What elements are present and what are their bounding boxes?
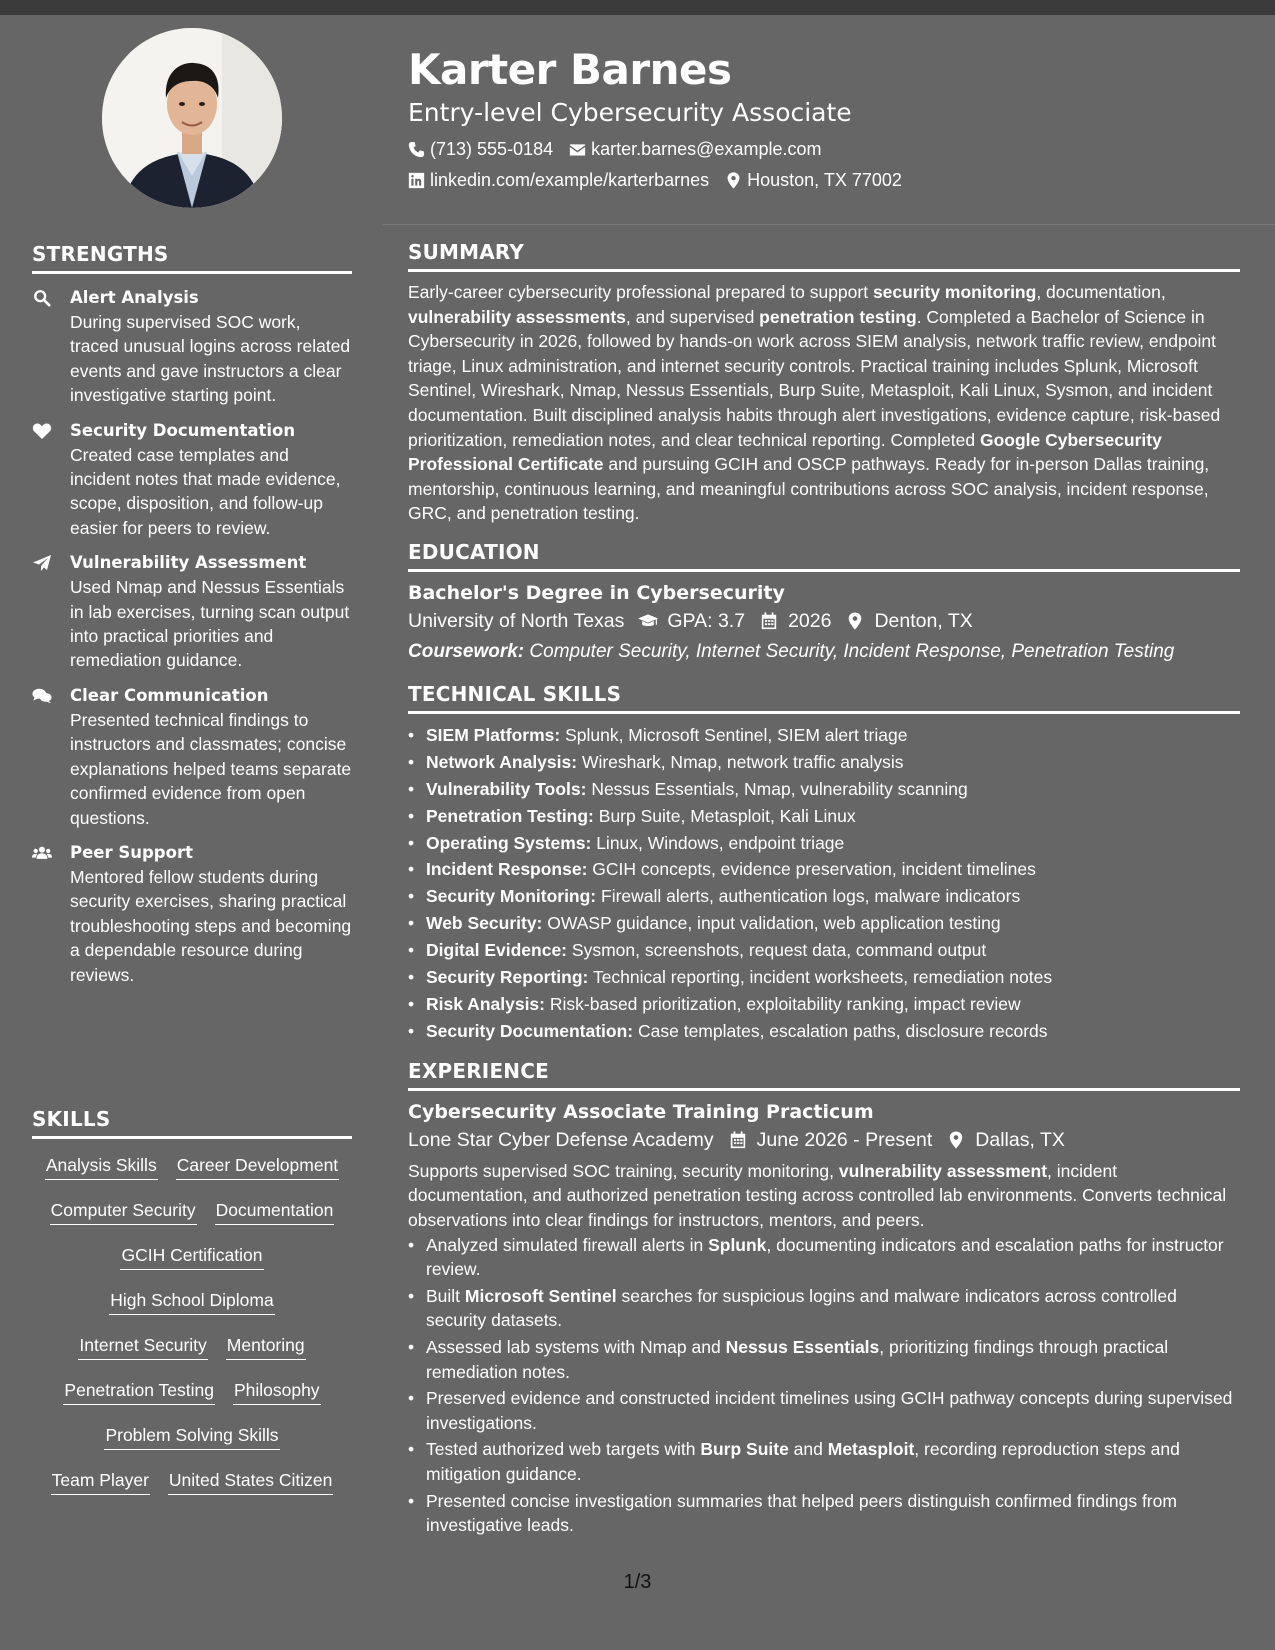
list-item [408, 964, 1240, 991]
email-contact[interactable] [569, 138, 821, 160]
school-location-text: Denton, TX [874, 609, 973, 632]
list-item [408, 883, 1240, 910]
skill-value: OWASP guidance, input validation, web application testing [547, 913, 1001, 934]
contact-line [408, 169, 1238, 191]
skill-value: Wireshark, Nmap, network traffic analysis [581, 751, 904, 772]
strength-title: Clear Communication [70, 685, 269, 705]
list-item [408, 937, 1240, 964]
skill-value: GCIH concepts, evidence preservation, incident timelines [592, 859, 1036, 880]
list-item: • Presented concise investigation summaries that helped peers distinguish confirmed findings from investigative leads. [408, 1489, 1240, 1538]
emphasis-text: Burp Suite [700, 1439, 789, 1460]
skill-row [32, 1243, 352, 1288]
skill-row [32, 1288, 352, 1333]
list-item [408, 776, 1240, 803]
paper-plane-icon [32, 551, 70, 673]
emphasis-text: penetration testing [759, 306, 917, 327]
skill-row [32, 1333, 352, 1378]
skill-label: Digital Evidence: [426, 940, 568, 961]
skill-label: Operating Systems: [426, 832, 592, 853]
users-icon [32, 841, 70, 987]
emphasis-text: Google Cybersecurity Professional Certificate [408, 429, 1162, 475]
strengths-heading: STRENGTHS [32, 242, 352, 274]
list-item [408, 749, 1240, 776]
list-item [408, 1018, 1240, 1045]
skill-tag: Problem Solving Skills [104, 1423, 279, 1450]
skill-row [32, 1468, 352, 1513]
job-title: Entry-level Cybersecurity Associate [408, 98, 852, 127]
skill-row [32, 1198, 352, 1243]
list-item [408, 991, 1240, 1018]
comments-icon [32, 684, 70, 830]
experience-heading: EXPERIENCE [408, 1059, 1240, 1091]
skill-tag: Philosophy [233, 1378, 321, 1405]
skill-label: Vulnerability Tools: [426, 778, 587, 799]
experience-summary: Supports supervised SOC training, security monitoring, vulnerability assessment, incident documentation, and authorized penetration testing across controlled lab environments. Converts technical observations into clear findings for instructors, mentors, and peers. [408, 1160, 1227, 1230]
phone-icon [408, 141, 425, 158]
list-item: • Preserved evidence and constructed incident timelines using GCIH pathway concepts during supervised investigations. [408, 1386, 1240, 1435]
skill-label: Web Security: [426, 913, 543, 934]
education-meta [408, 606, 1240, 636]
education-heading: EDUCATION [408, 540, 1240, 572]
skill-tag: GCIH Certification [120, 1243, 263, 1270]
list-item [408, 856, 1240, 883]
list-item [408, 830, 1240, 857]
location-text: Houston, TX 77002 [747, 170, 902, 190]
graduation-year-text: 2026 [788, 609, 832, 632]
strength-description: Mentored fellow students during security exercises, sharing practical troubleshooting steps and becoming a dependable resource during reviews. [70, 866, 352, 985]
envelope-icon [569, 141, 586, 158]
strength-title: Vulnerability Assessment [70, 553, 307, 573]
skill-tag: Analysis Skills [45, 1153, 158, 1180]
education-section [408, 540, 1240, 668]
header-divider [383, 224, 1275, 225]
strength-description: Used Nmap and Nessus Essentials in lab exercises, turning scan output into practical priorities and remediation guidance. [70, 577, 350, 671]
technical-skills-list [408, 722, 1240, 1045]
skill-label: Network Analysis: [426, 751, 578, 772]
list-item: • Tested authorized web targets with Burp Suite and Metasploit, recording reproduction steps and mitigation guidance. [408, 1437, 1240, 1486]
strength-item [32, 841, 352, 987]
contact-line [408, 138, 1238, 160]
emphasis-text: vulnerability assessment [838, 1160, 1048, 1181]
summary-heading: SUMMARY [408, 240, 1240, 272]
top-bar [0, 0, 1275, 15]
summary-section [408, 240, 1240, 526]
skill-value: Risk-based prioritization, exploitability ranking, impact review [549, 994, 1021, 1014]
degree-title: Bachelor's Degree in Cybersecurity [408, 581, 785, 604]
page-number: 1/3 [623, 1571, 652, 1593]
skill-label: Security Documentation: [426, 1020, 634, 1041]
search-icon [32, 286, 70, 408]
gpa-text: GPA: 3.7 [667, 609, 746, 632]
graduation-year [759, 606, 831, 636]
emphasis-text: Nessus Essentials [725, 1336, 880, 1357]
list-item [408, 910, 1240, 937]
graduation-cap-icon [638, 612, 658, 630]
skill-label: Security Reporting: [426, 967, 589, 988]
skill-value: Burp Suite, Metasploit, Kali Linux [598, 805, 856, 826]
emphasis-text: Splunk [708, 1234, 767, 1255]
skill-value: Nessus Essentials, Nmap, vulnerability scanning [591, 778, 968, 799]
skill-value: Sysmon, screenshots, request data, command output [571, 940, 987, 961]
skill-tag: Internet Security [78, 1333, 207, 1360]
skill-row [32, 1378, 352, 1423]
profile-photo [102, 28, 282, 208]
skill-tag: Mentoring [226, 1333, 306, 1360]
right-column [408, 240, 1240, 1552]
summary-text: Early-career cybersecurity professional prepared to support security monitoring, documentation, vulnerability assessments, and supervised penetration testing. Completed a Bachelor of Science in Cybersecurity in 2026, followed by hands-on work across SIEM analysis, network traffic review, endpoint triage, Linux administration, and internet security controls. Practical training includes Splunk, Microsoft Sentinel, Wireshark, Nmap, Nessus Essentials, Burp Suite, Metasploit, Kali Linux, Sysmon, and incident documentation. Built disciplined analysis habits through alert investigations, evidence capture, risk-based prioritization, remediation notes, and clear technical reporting. Completed Google Cybersecurity Professional Certificate and pursuing GCIH and OSCP pathways. Ready for in-person Dallas training, mentorship, continuous learning, and meaningful contributions across SOC analysis, incident response, GRC, and penetration testing. [408, 282, 1221, 524]
job-location [946, 1125, 1065, 1155]
linkedin-icon [408, 172, 425, 189]
map-pin-icon [946, 1131, 966, 1149]
experience-bullets [408, 1233, 1240, 1538]
candidate-name: Karter Barnes [408, 45, 732, 94]
phone-contact[interactable] [408, 138, 553, 160]
location-contact [725, 169, 902, 191]
skill-value: Case templates, escalation paths, disclosure records [638, 1020, 1048, 1041]
coursework-label: Coursework: [408, 640, 525, 662]
coursework-list: Computer Security, Internet Security, Incident Response, Penetration Testing [529, 640, 1175, 662]
strength-description: During supervised SOC work, traced unusual logins across related events and gave instructors a clear investigative starting point. [70, 312, 351, 406]
strength-item [32, 684, 352, 830]
strength-description: Presented technical findings to instructors and classmates; concise explanations helped teams separate confirmed evidence from open questions. [70, 709, 352, 828]
technical-skills-heading: TECHNICAL SKILLS [408, 682, 1240, 714]
technical-skills-section [408, 682, 1240, 1045]
job-role: Cybersecurity Associate Training Practicum [408, 1100, 874, 1123]
strength-item [32, 419, 352, 541]
employment-dates-text: June 2026 - Present [756, 1128, 933, 1151]
list-item [408, 722, 1240, 749]
emphasis-text: security monitoring [872, 282, 1037, 302]
strength-description: Created case templates and incident notes that made evidence, scope, disposition, and follow-up easier for peers to review. [70, 444, 341, 538]
skill-label: Security Monitoring: [426, 886, 597, 907]
strength-item [32, 551, 352, 673]
profile-photo-image [102, 28, 282, 208]
job-location-text: Dallas, TX [975, 1128, 1065, 1151]
school-name-text: University of North Texas [408, 609, 625, 632]
map-pin-icon [725, 172, 742, 189]
emphasis-text: Microsoft Sentinel [464, 1285, 617, 1306]
calendar-icon [759, 612, 779, 630]
list-item: • Assessed lab systems with Nmap and Nessus Essentials, prioritizing findings through practical remediation notes. [408, 1335, 1240, 1384]
skill-label: Incident Response: [426, 859, 588, 880]
skills-section [32, 1107, 352, 1513]
gpa [638, 606, 745, 636]
skill-label: Penetration Testing: [426, 805, 594, 826]
map-pin-icon [845, 612, 865, 630]
skill-tag: Career Development [176, 1153, 339, 1180]
list-item [408, 803, 1240, 830]
skill-label: Risk Analysis: [426, 994, 545, 1014]
skill-value: Splunk, Microsoft Sentinel, SIEM alert triage [565, 724, 908, 745]
emphasis-text: vulnerability assessments [408, 306, 626, 327]
skill-label: SIEM Platforms: [426, 724, 561, 745]
skill-tag: Team Player [51, 1468, 150, 1495]
company-name [408, 1125, 714, 1155]
email-address: karter.barnes@example.com [591, 139, 822, 159]
skill-tag: High School Diploma [109, 1288, 274, 1315]
company-name-text: Lone Star Cyber Defense Academy [408, 1128, 714, 1151]
skill-tag: Computer Security [50, 1198, 197, 1225]
heart-icon [32, 419, 70, 541]
skill-tag: United States Citizen [168, 1468, 333, 1495]
coursework [408, 636, 1240, 668]
experience-section [408, 1059, 1240, 1538]
skill-row [32, 1423, 352, 1468]
strength-item [32, 286, 352, 408]
linkedin-contact[interactable] [408, 169, 709, 191]
school-name [408, 606, 624, 636]
list-item: • Analyzed simulated firewall alerts in Splunk, documenting indicators and escalation paths for instructor review. [408, 1233, 1240, 1282]
emphasis-text: Metasploit [827, 1439, 915, 1460]
strength-title: Peer Support [70, 842, 193, 862]
phone-number: (713) 555-0184 [430, 139, 554, 159]
list-item: • Built Microsoft Sentinel searches for suspicious logins and malware indicators across controlled security datasets. [408, 1284, 1240, 1333]
skill-tag: Documentation [215, 1198, 335, 1225]
skill-value: Linux, Windows, endpoint triage [596, 832, 845, 853]
linkedin-url: linkedin.com/example/karterbarnes [430, 170, 710, 190]
skills-heading: SKILLS [32, 1107, 352, 1139]
skill-row [32, 1153, 352, 1198]
strength-title: Alert Analysis [70, 288, 199, 307]
calendar-icon [728, 1131, 748, 1149]
strength-title: Security Documentation [70, 420, 296, 440]
school-location [845, 606, 972, 636]
resume-header [408, 43, 1238, 191]
strengths-section [32, 242, 352, 998]
skill-tag: Penetration Testing [63, 1378, 215, 1405]
experience-meta [408, 1125, 1240, 1155]
employment-dates [728, 1125, 933, 1155]
skill-value: Firewall alerts, authentication logs, malware indicators [601, 886, 1021, 907]
skill-value: Technical reporting, incident worksheets, remediation notes [592, 967, 1053, 988]
